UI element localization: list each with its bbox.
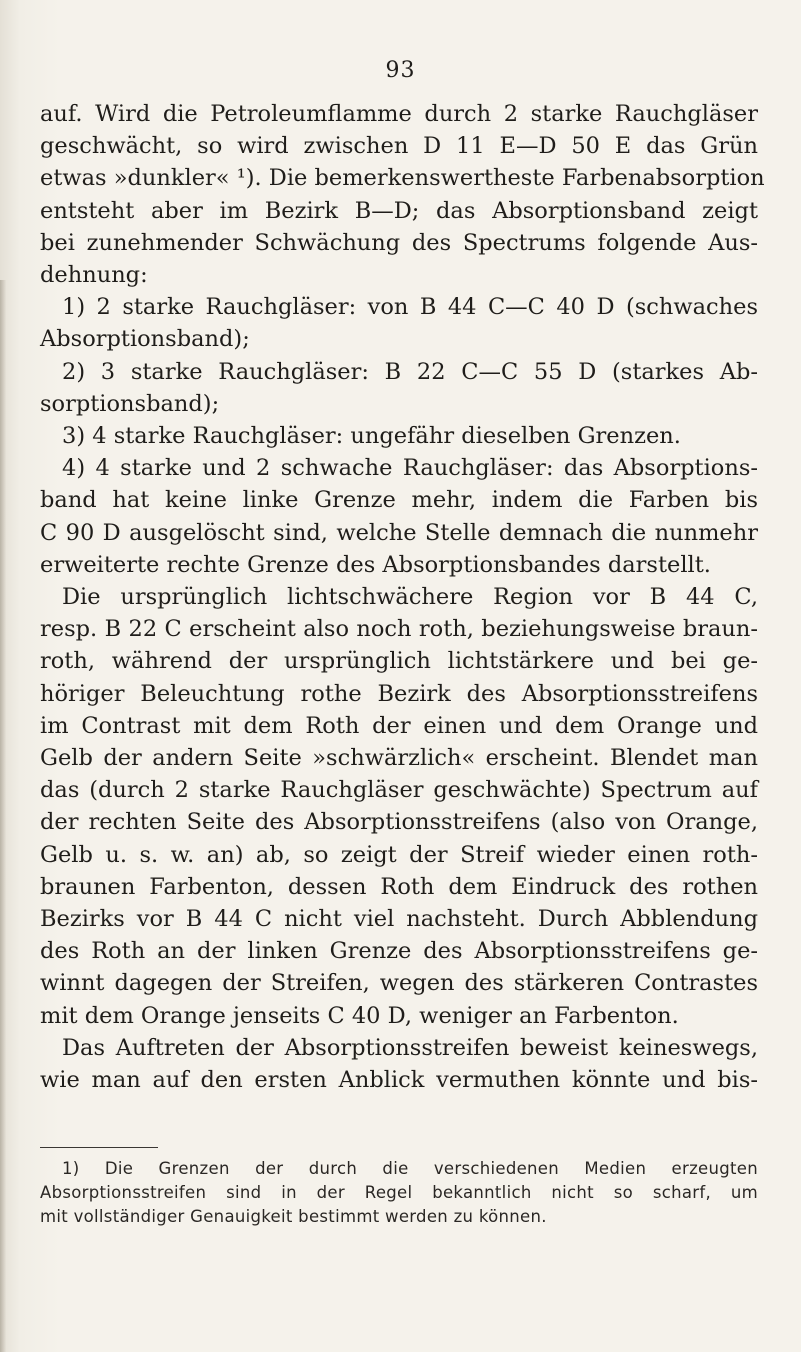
text-line: roth, während der ursprünglich lichtstärkere und bei ge-: [40, 648, 758, 675]
list-item-2: [40, 356, 758, 420]
text-line: 4) 4 starke und 2 schwache Rauchgläser: das Absorptions-: [62, 455, 758, 482]
text-line: erweiterte rechte Grenze des Absorptionsbandes darstellt.: [40, 551, 711, 578]
text-line: resp. B 22 C erscheint also noch roth, beziehungsweise braun-: [40, 616, 758, 643]
text-line: C 90 D ausgelöscht sind, welche Stelle demnach die nunmehr: [40, 519, 758, 546]
footnote-divider: [40, 1147, 158, 1148]
text-line: braunen Farbenton, dessen Roth dem Eindruck des rothen: [40, 873, 758, 900]
text-line: geschwächt, so wird zwischen D 11 E—D 50 E das Grün: [40, 133, 758, 160]
text-line: mit dem Orange jenseits C 40 D, weniger an Farbenton.: [40, 1002, 679, 1029]
text-line: Gelb u. s. w. an) ab, so zeigt der Streif wieder einen roth-: [40, 841, 758, 868]
text-line: Bezirks vor B 44 C nicht viel nachsteht. Durch Abblendung: [40, 906, 758, 933]
text-line: 1) 2 starke Rauchgläser: von B 44 C—C 40 D (schwaches: [62, 294, 758, 321]
text-line: entsteht aber im Bezirk B—D; das Absorptionsband zeigt: [40, 197, 758, 224]
page-number: 93: [385, 58, 416, 83]
text-line: Absorptionsband);: [40, 326, 250, 353]
list-item-1: [40, 291, 758, 355]
list-item-4: [40, 452, 758, 581]
text-line: etwas »dunkler« ¹). Die bemerkenswertheste Farbenabsorption: [40, 165, 765, 192]
text-line: des Roth an der linken Grenze des Absorptionsstreifens ge-: [40, 938, 758, 965]
footnote-line: mit vollständiger Genauigkeit bestimmt werden zu können.: [40, 1207, 547, 1226]
body-text: [40, 98, 765, 1096]
text-line: höriger Beleuchtung rothe Bezirk des Absorptionsstreifens: [40, 680, 758, 707]
paragraph-2: [40, 581, 758, 1032]
text-line: 3) 4 starke Rauchgläser: ungefähr dieselben Grenzen.: [62, 423, 681, 450]
text-line: der rechten Seite des Absorptionsstreifens (also von Orange,: [40, 809, 758, 836]
text-line: das (durch 2 starke Rauchgläser geschwächte) Spectrum auf: [40, 777, 758, 804]
text-line: 2) 3 starke Rauchgläser: B 22 C—C 55 D (starkes Ab-: [62, 358, 758, 385]
text-line: im Contrast mit dem Roth der einen und dem Orange und: [40, 712, 758, 739]
text-line: winnt dagegen der Streifen, wegen des stärkeren Contrastes: [40, 970, 758, 997]
paragraph-3: [40, 1032, 758, 1096]
text-line: bei zunehmender Schwächung des Spectrums folgende Aus-: [40, 229, 758, 256]
text-line: sorptionsband);: [40, 390, 220, 417]
footnote-line: Absorptionsstreifen sind in der Regel bekanntlich nicht so scharf, um: [40, 1183, 758, 1202]
text-line: auf. Wird die Petroleumflamme durch 2 starke Rauchgläser: [40, 101, 758, 127]
text-line: Gelb der andern Seite »schwärzlich« erscheint. Blendet man: [40, 745, 758, 772]
text-line: wie man auf den ersten Anblick vermuthen könnte und bis-: [40, 1067, 758, 1094]
paragraph-1: [40, 98, 765, 291]
text-line: Das Auftreten der Absorptionsstreifen beweist keineswegs,: [62, 1034, 758, 1061]
text-line: dehnung:: [40, 262, 148, 289]
binding-edge: [0, 280, 6, 1352]
text-line: band hat keine linke Grenze mehr, indem die Farben bis: [40, 487, 758, 514]
footnote-1: [40, 1157, 758, 1229]
text-line: Die ursprünglich lichtschwächere Region vor B 44 C,: [62, 584, 758, 611]
list-item-3: [40, 420, 758, 452]
footnote-line: 1) Die Grenzen der durch die verschiedenen Medien erzeugten: [62, 1159, 758, 1178]
